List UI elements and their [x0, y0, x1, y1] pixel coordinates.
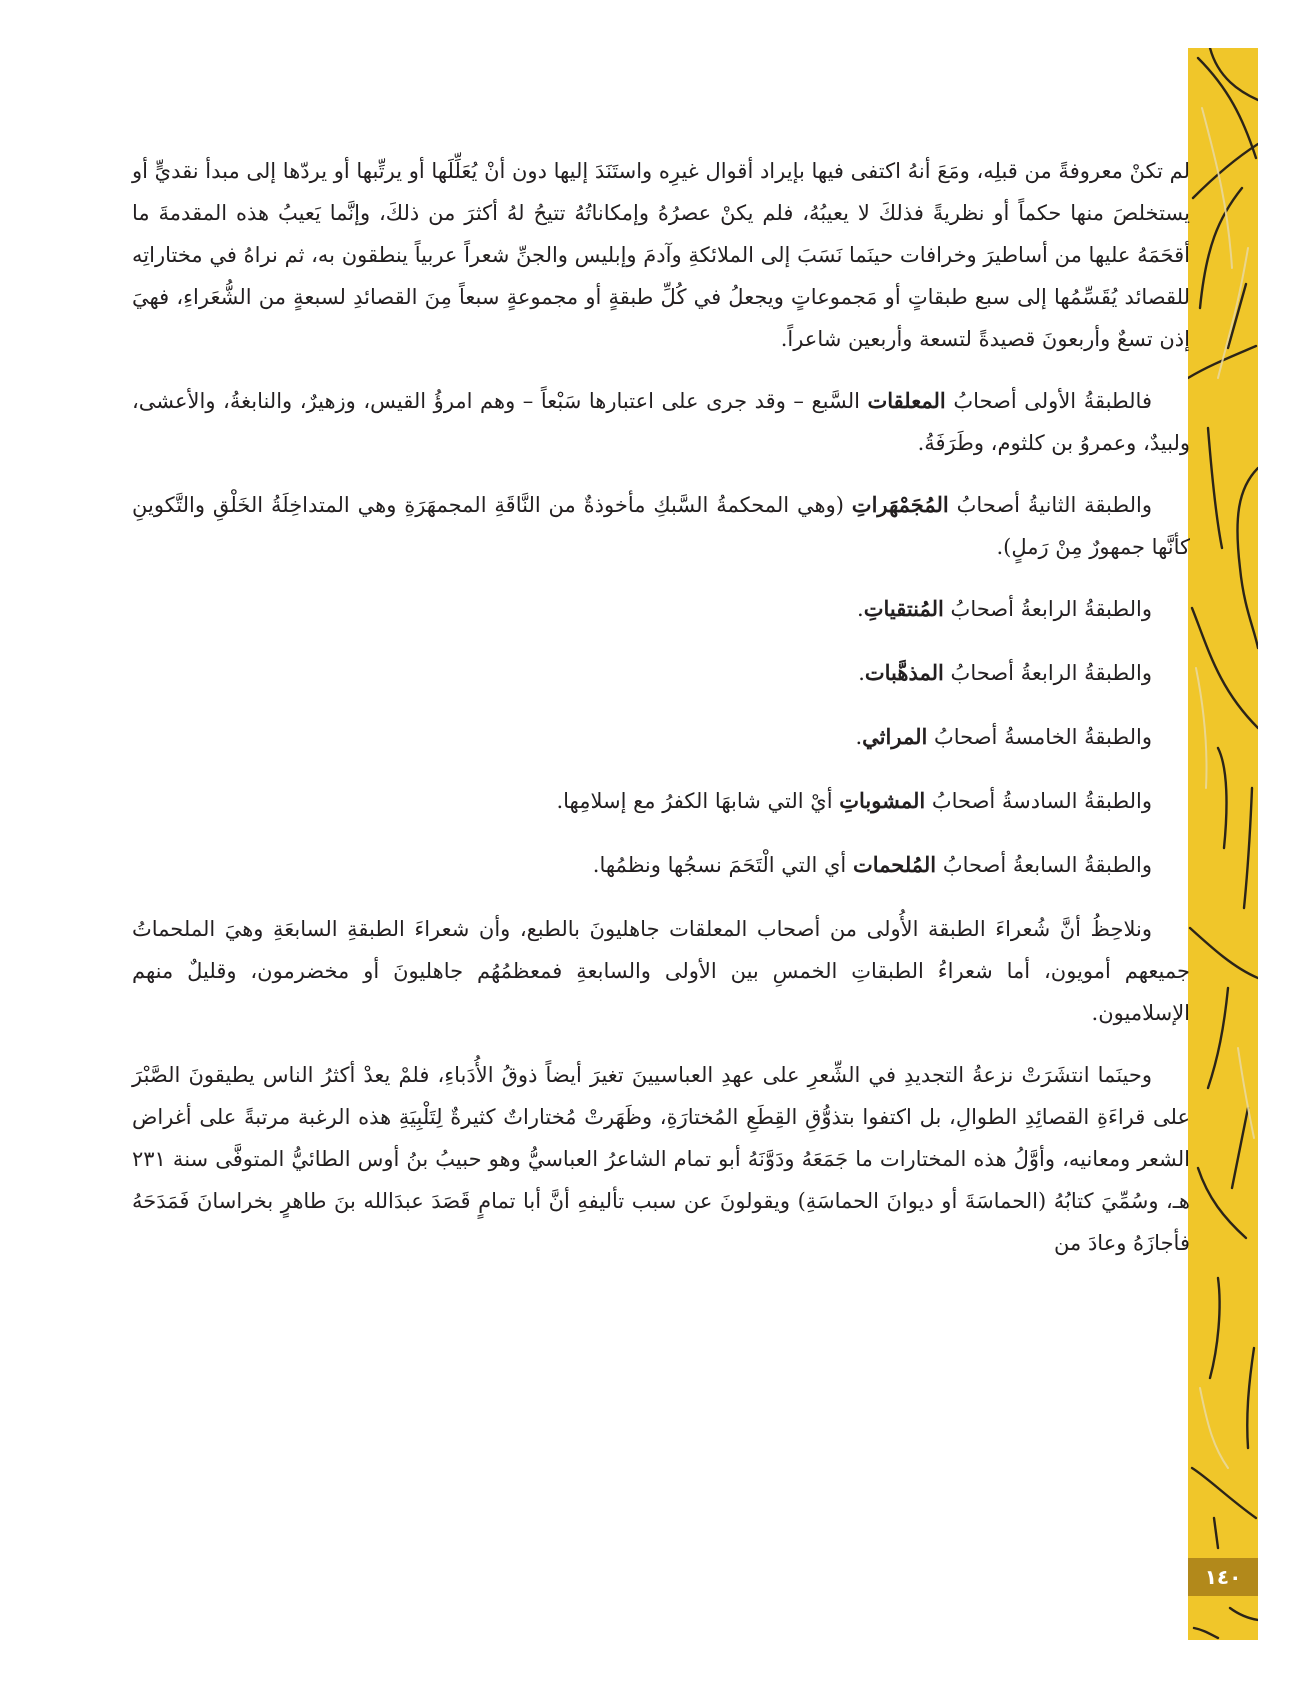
list-item: [132, 844, 1190, 886]
bold-term: المُجَمْهَراتِ: [851, 492, 949, 517]
list-item: [132, 780, 1190, 822]
bold-term: المُنتقياتِ: [863, 596, 944, 621]
list-item-text: والطبقةُ الرابعةُ أصحابُ: [943, 597, 1152, 621]
paragraph-abbasid: وحينَما انتشَرَتْ نزعةُ التجديدِ في الشِّعرِ على عهدِ العباسيينَ تغيرَ أيضاً ذوقُ الأُدَباءِ، فلمْ يعدْ أكثرُ الناس يطيقونَ الصَّبْرَ على قراءَةِ القصائِدِ الطوالِ، بل اكتفوا بتذوُّقِ القِطَعِ المُختارَةِ، وظَهَرتْ مُختاراتٌ كثيرةٌ لِتَلْبِيَةِ هذه الرغبة مرتبةً على أغراض الشعر ومعانيه، وأوَّلُ هذه المختارات ما جَمَعَهُ ودَوَّنَهُ أبو تمام الشاعرُ العباسيُّ وهو حبيبُ بنُ أوس الطائيُّ المتوفَّى سنة ٢٣١ هـ، وسُمِّيَ كتابُهُ (الحماسَةَ أو ديوانَ الحماسَةِ) ويقولونَ عن سبب تأليفهِ أنَّ أبا تمامٍ قَصَدَ عبدَالله بنَ طاهرٍ بخراسانَ فَمَدَحَهُ فأجازَهُ وعادَ من: [132, 1063, 1190, 1255]
list-item: [132, 652, 1190, 694]
paragraph-text: (وهي المحكمةُ السَّبكِ مأخوذةٌ من النَّاقَةِ المجمهَرَةِ وهي المتداخِلَةُ الخَلْقِ والتَّكوينِ كأنَّها جمهورٌ مِنْ رَملٍ).: [132, 493, 1190, 559]
paragraph-text: والطبقة الثانيةُ أصحابُ: [948, 493, 1152, 517]
paragraph-text: السَّبع – وقد جرى على اعتبارها سَبْعاً – وهم امرؤُ القيس، وزهيرٌ، والنابغةُ، والأعشى، ولبيدٌ، وعمروُ بن كلثوم، وطَرَفَةُ.: [132, 389, 1190, 455]
page-number-box: [1188, 1558, 1258, 1596]
bold-term: المراثي: [862, 724, 928, 749]
list-item-text: والطبقةُ السادسةُ أصحابُ: [925, 789, 1152, 813]
list-item-text: .: [855, 725, 863, 749]
list-item-text: والطبقةُ الخامسةُ أصحابُ: [927, 725, 1152, 749]
paragraph-second-class: [132, 484, 1190, 568]
paragraph-intro: لم تكنْ معروفةً من قبلِه، ومَعَ أنهُ اكتفى فيها بإيراد أقوال غيرِه واستَنَدَ إليها دون أنْ يُعَلِّلَها أو يرتِّبها أو يردّها إلى مبدأ نقديٍّ أو يستخلصَ منها حكماً أو نظريةً فذلكَ لا يعيبُهُ، فلم يكنْ عصرُهُ وإمكاناتُهُ تتيحُ لهُ أكثرَ من ذلكَ، وإنَّما يَعيبُ هذه المقدمةَ ما أقحَمَهُ عليها من أساطيرَ وخرافات حينَما نَسَبَ إلى الملائكةِ وآدمَ وإبليس والجنِّ شعراً عربياً ينطقون به، ثم نراهُ في مختاراتِه للقصائد يُقَسِّمُها إلى سبع طبقاتٍ أو مَجموعاتٍ ويجعلُ في كُلِّ طبقةٍ أو مجموعةٍ سبعاً مِنَ القصائدِ لسبعةٍ من الشُّعَراءِ، فهيَ إذن تسعٌ وأربعونَ قصيدةً لتسعة وأربعين شاعراً.: [132, 159, 1190, 351]
list-item: [132, 716, 1190, 758]
decorative-pattern-icon: [1188, 48, 1258, 1640]
decorative-side-band: [1188, 48, 1258, 1640]
list-item-text: أيْ التي شابهَا الكفرُ مع إسلامِها.: [556, 789, 840, 813]
page-body: [132, 150, 1190, 1284]
list-item-text: والطبقةُ الرابعةُ أصحابُ: [943, 661, 1152, 685]
bold-term: المُلحمات: [852, 852, 937, 877]
list-item-text: والطبقةُ السابعةُ أصحابُ: [936, 853, 1152, 877]
list-item-text: أي التي الْتَحَمَ نسجُها ونظمُها.: [592, 853, 853, 877]
paragraph-text: فالطبقةُ الأولى أصحابُ: [945, 389, 1152, 413]
paragraph-first-class: [132, 380, 1190, 464]
bold-term: المذهَّبات: [864, 660, 944, 685]
bold-term: المشوباتِ: [839, 788, 926, 813]
list-item-text: .: [858, 661, 865, 685]
bold-term: المعلقات: [867, 388, 946, 413]
paragraph-observation: ونلاحِظُ أنَّ شُعراءَ الطبقة الأُولى من أصحاب المعلقات جاهليونَ بالطبع، وأن شعراءَ الطبقةِ السابعَةِ وهيَ الملحماتُ جميعهم أمويون، أما شعراءُ الطبقاتِ الخمسِ بين الأولى والسابعةِ فمعظمُهُم جاهليونَ أو مخضرمون، وقليلٌ منهم الإسلاميون.: [132, 917, 1190, 1025]
list-item-text: .: [857, 597, 864, 621]
list-item: [132, 588, 1190, 630]
page-number: ١٤٠: [1204, 1565, 1242, 1589]
